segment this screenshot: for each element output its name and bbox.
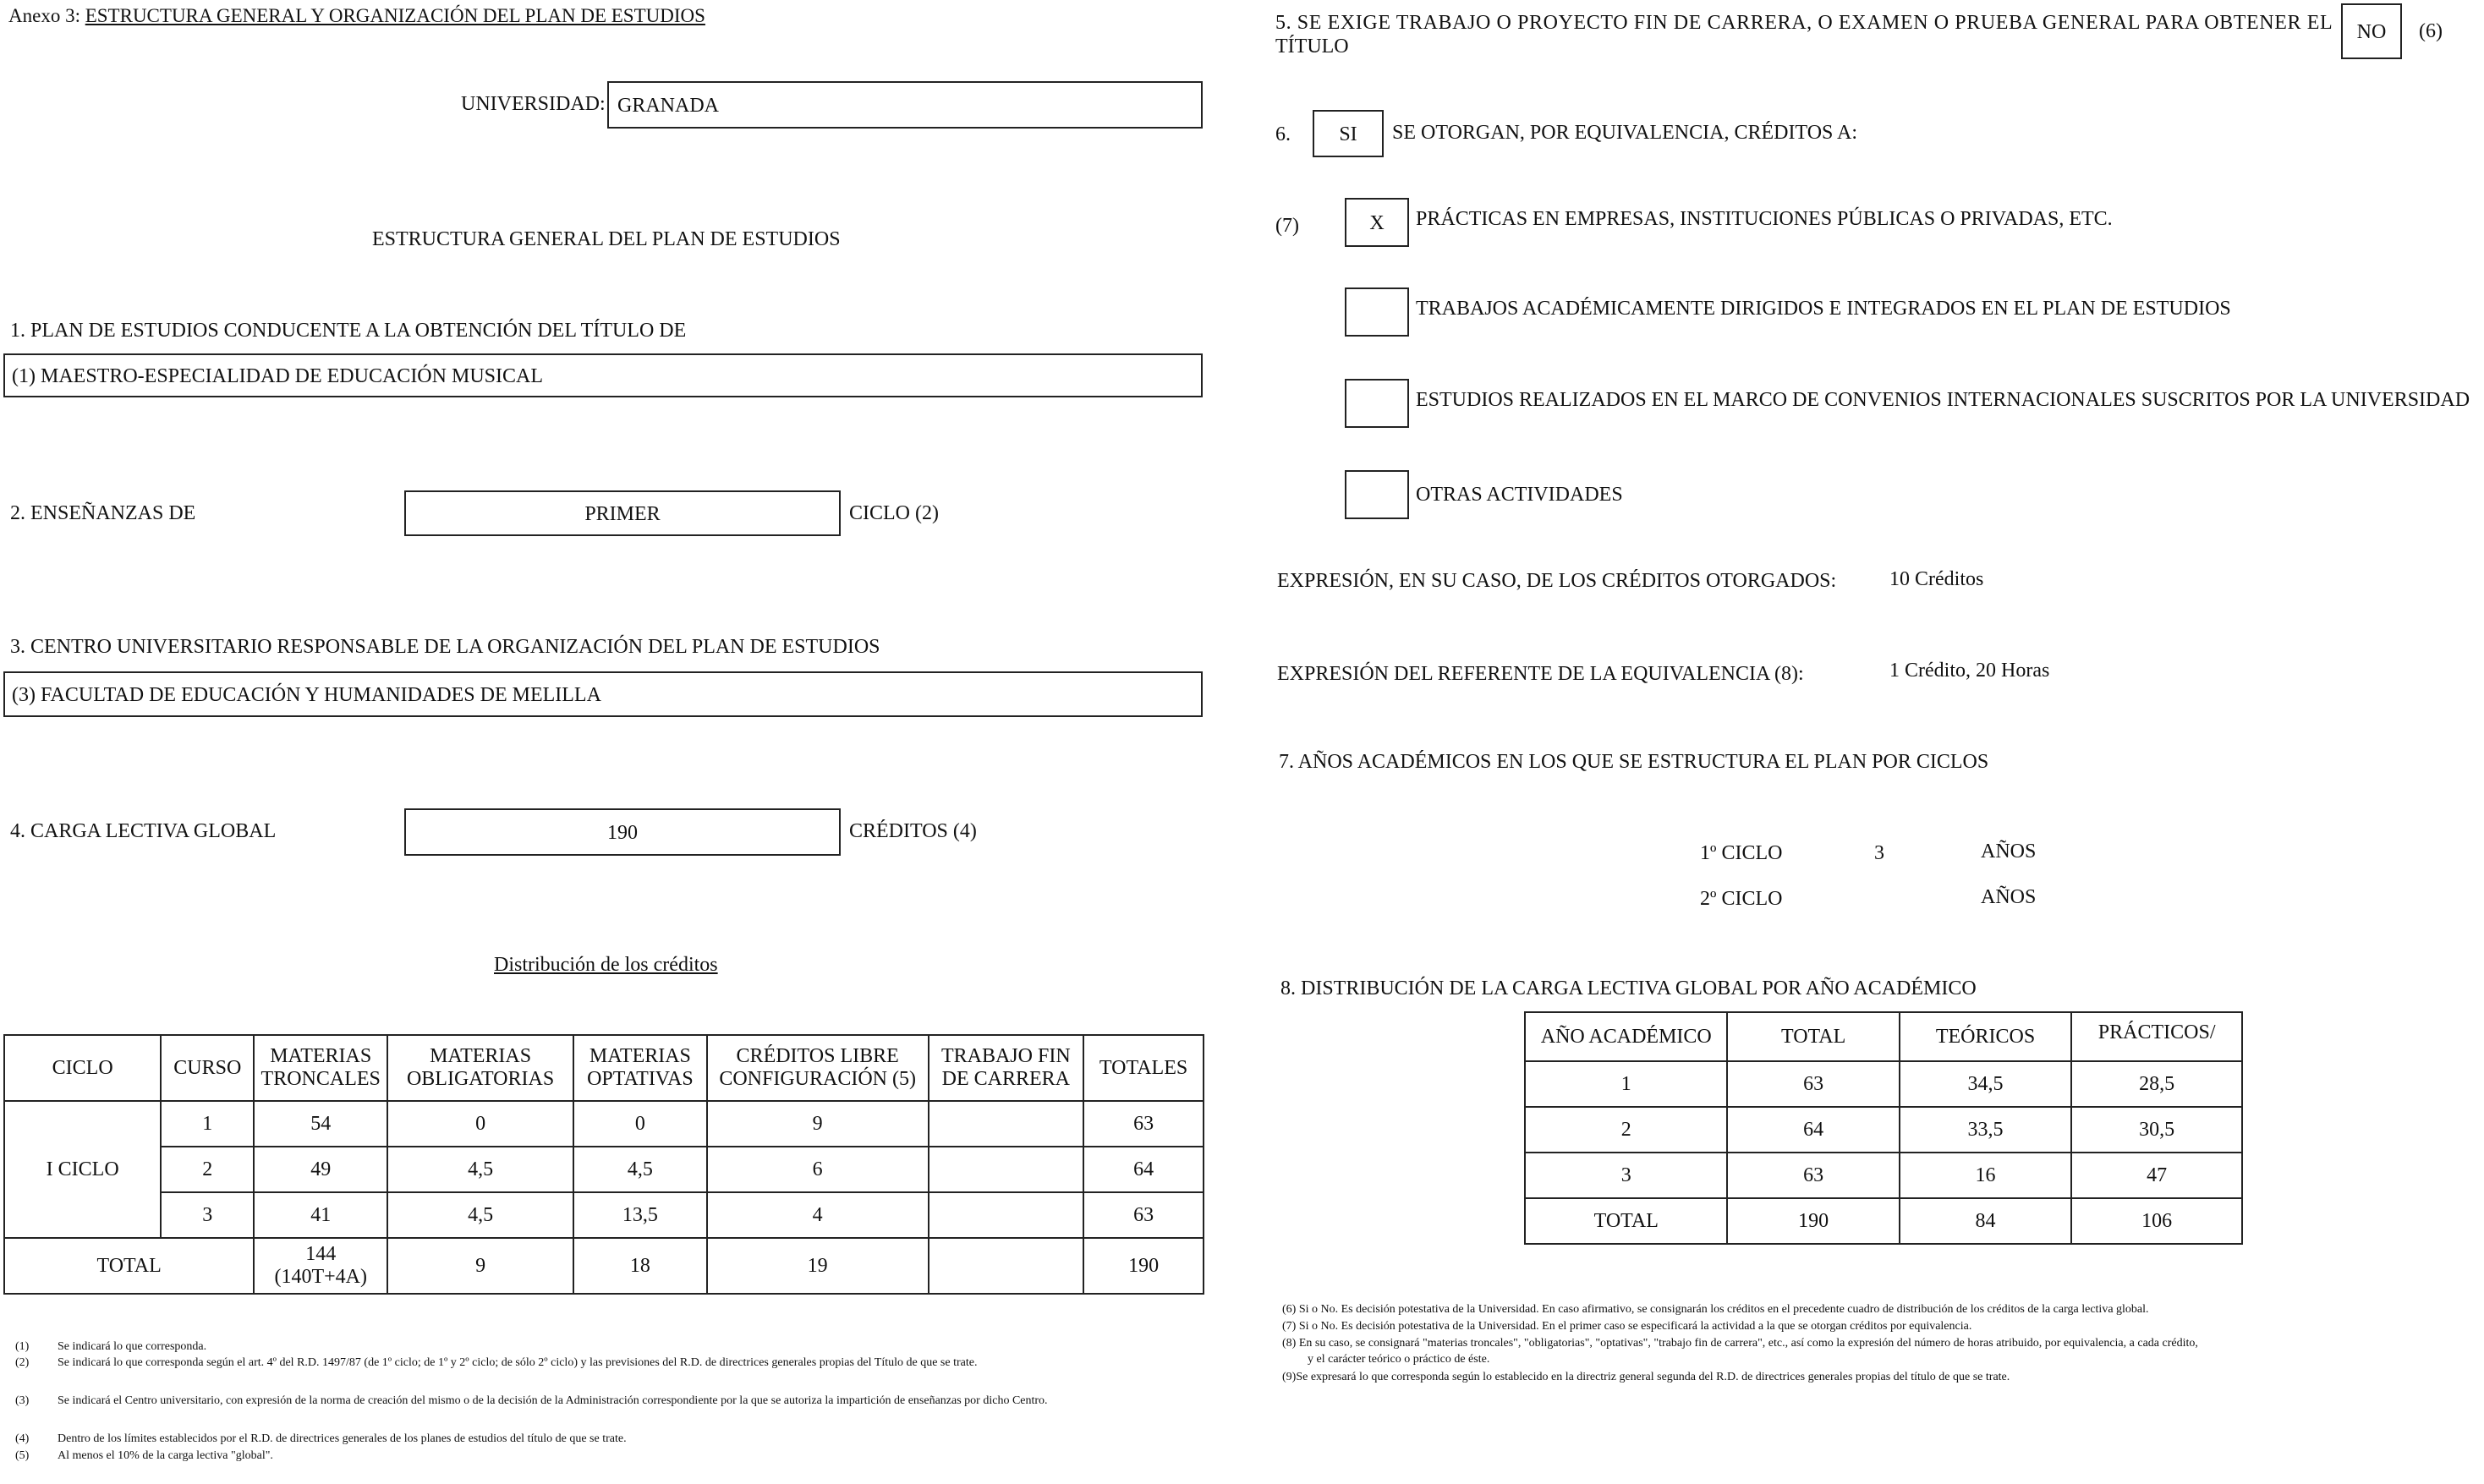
- year-cell: 1: [1525, 1061, 1727, 1107]
- university-center-field[interactable]: [3, 671, 1203, 717]
- ciclo-cell: I CICLO: [4, 1101, 161, 1238]
- annex-title: ESTRUCTURA GENERAL Y ORGANIZACIÓN DEL PLAN DE ESTUDIOS: [85, 5, 705, 26]
- header-year: AÑO ACADÉMICO: [1525, 1012, 1727, 1061]
- libre-cell: 6: [707, 1147, 929, 1192]
- option-checkbox-internships[interactable]: [1345, 198, 1409, 247]
- obligatorias-cell: 4,5: [387, 1147, 573, 1192]
- table-row: [4, 1147, 1204, 1192]
- credits-granted-value: 10 Créditos: [1889, 568, 1984, 590]
- table-header-row: [4, 1035, 1204, 1101]
- troncales-cell: 49: [254, 1147, 387, 1192]
- header-total: TOTAL: [1727, 1012, 1899, 1061]
- equivalence-note: (7): [1275, 215, 1299, 237]
- table-row: [4, 1101, 1204, 1147]
- header-trabajo-fin: TRABAJO FIN DE CARRERA: [929, 1035, 1084, 1101]
- final-project-required-field[interactable]: [2341, 3, 2402, 59]
- section1-label: 1. PLAN DE ESTUDIOS CONDUCENTE A LA OBTENCIÓN DEL TÍTULO DE: [10, 320, 687, 342]
- total-totales: 190: [1083, 1238, 1204, 1294]
- total-label: TOTAL: [4, 1238, 254, 1294]
- total-practicos: 106: [2071, 1198, 2242, 1244]
- total-obligatorias: 9: [387, 1238, 573, 1294]
- equivalence-credits-value: SI: [1339, 123, 1357, 145]
- libre-cell: 9: [707, 1101, 929, 1147]
- university-label: UNIVERSIDAD:: [461, 93, 606, 115]
- table-row: [1525, 1107, 2242, 1153]
- total-libre: 19: [707, 1238, 929, 1294]
- optativas-cell: 0: [573, 1101, 707, 1147]
- practicos-cell: 47: [2071, 1153, 2242, 1198]
- university-value: GRANADA: [617, 95, 719, 117]
- equivalence-referent-label: EXPRESIÓN DEL REFERENTE DE LA EQUIVALENCIA (8):: [1277, 663, 1804, 685]
- option-label-directed-work: TRABAJOS ACADÉMICAMENTE DIRIGIDOS E INTEGRADOS EN EL PLAN DE ESTUDIOS: [1416, 298, 2231, 320]
- total-cell: 64: [1727, 1107, 1899, 1153]
- header-totales: TOTALES: [1083, 1035, 1204, 1101]
- header-obligatorias: MATERIAS OBLIGATORIAS: [387, 1035, 573, 1101]
- section5-line2: TÍTULO: [1275, 36, 1349, 57]
- option-checkbox-other[interactable]: [1345, 470, 1409, 519]
- section7-label: 7. AÑOS ACADÉMICOS EN LOS QUE SE ESTRUCTURA EL PLAN POR CICLOS: [1279, 751, 1989, 773]
- yearly-total-row: [1525, 1198, 2242, 1244]
- section6-number: 6.: [1275, 123, 1291, 145]
- total-year-label: TOTAL: [1525, 1198, 1727, 1244]
- teoricos-cell: 33,5: [1900, 1107, 2072, 1153]
- total-total: 190: [1727, 1198, 1899, 1244]
- curso-cell: 2: [161, 1147, 254, 1192]
- year-cell: 3: [1525, 1153, 1727, 1198]
- table-row: [4, 1192, 1204, 1238]
- section2-suffix: CICLO (2): [849, 502, 939, 524]
- footnote-6: (6) Si o No. Es decisión potestativa de la Universidad. En caso afirmativo, se consignarán los créditos en el precedente cuadro de distribución de los créditos de la carga lectiva global.: [1282, 1303, 2149, 1316]
- section5-line1: 5. SE EXIGE TRABAJO O PROYECTO FIN DE CARRERA, O EXAMEN O PRUEBA GENERAL PARA OBTENER EL: [1275, 12, 2333, 34]
- option-checkbox-directed-work[interactable]: [1345, 287, 1409, 337]
- troncales-cell: 54: [254, 1101, 387, 1147]
- year-cell: 2: [1525, 1107, 1727, 1153]
- footnote-5: (5) Al menos el 10% de la carga lectiva "global".: [15, 1449, 273, 1462]
- totales-cell: 63: [1083, 1101, 1204, 1147]
- total-teoricos: 84: [1900, 1198, 2072, 1244]
- section2-label: 2. ENSEÑANZAS DE: [10, 502, 196, 524]
- option-checkbox-international[interactable]: [1345, 379, 1409, 428]
- total-cell: 63: [1727, 1153, 1899, 1198]
- curso-cell: 1: [161, 1101, 254, 1147]
- header-libre-configuracion: CRÉDITOS LIBRE CONFIGURACIÓN (5): [707, 1035, 929, 1101]
- header-curso: CURSO: [161, 1035, 254, 1101]
- footnote-4: (4) Dentro de los límites establecidos por el R.D. de directrices generales de los planes de estudios del título de que se trate.: [15, 1432, 627, 1445]
- yearly-load-table: [1524, 1011, 2243, 1245]
- section4-suffix: CRÉDITOS (4): [849, 820, 977, 842]
- option-label-international: ESTUDIOS REALIZADOS EN EL MARCO DE CONVENIOS INTERNACIONALES SUSCRITOS POR LA UNIVERSIDAD: [1416, 389, 2470, 411]
- yearly-header-row: [1525, 1012, 2242, 1061]
- university-center-value: (3) FACULTAD DE EDUCACIÓN Y HUMANIDADES DE MELILLA: [12, 684, 601, 706]
- table-row: [1525, 1153, 2242, 1198]
- distribution-title: Distribución de los créditos: [494, 954, 718, 976]
- header-practicos: PRÁCTICOS/: [2071, 1012, 2242, 1061]
- section8-label: 8. DISTRIBUCIÓN DE LA CARGA LECTIVA GLOBAL POR AÑO ACADÉMICO: [1280, 977, 1977, 999]
- annex-header: [8, 5, 705, 27]
- footnote-7: (7) Si o No. Es decisión potestativa de la Universidad. En el primer caso se especificará la actividad a la que se otorgan créditos por equivalencia.: [1282, 1320, 1972, 1333]
- header-troncales: MATERIAS TRONCALES: [254, 1035, 387, 1101]
- curso-cell: 3: [161, 1192, 254, 1238]
- section4-label: 4. CARGA LECTIVA GLOBAL: [10, 820, 277, 842]
- teoricos-cell: 34,5: [1900, 1061, 2072, 1107]
- footnote-9: (9)Se expresará lo que corresponda según lo establecido en la directriz general segunda del R.D. de directrices generales propias del título de que se trate.: [1282, 1371, 2010, 1383]
- practicos-cell: 30,5: [2071, 1107, 2242, 1153]
- teaching-cycle-field[interactable]: [404, 490, 841, 536]
- credit-distribution-table: [3, 1034, 1204, 1295]
- trabajo-cell: [929, 1101, 1084, 1147]
- section5-note: (6): [2419, 20, 2443, 42]
- troncales-cell: 41: [254, 1192, 387, 1238]
- cycle2-label: 2º CICLO: [1700, 888, 1783, 910]
- footnote-1: (1) Se indicará lo que corresponda.: [15, 1340, 207, 1353]
- footnote-3: (3) Se indicará el Centro universitario, con expresión de la norma de creación del mismo o de la decisión de la Administración correspondiente por la que se autoriza la impartición de enseñanzas por dicho Centro.: [15, 1394, 1048, 1407]
- header-optativas: MATERIAS OPTATIVAS: [573, 1035, 707, 1101]
- global-load-field[interactable]: [404, 808, 841, 856]
- cycle1-unit: AÑOS: [1981, 841, 2037, 862]
- total-cell: 63: [1727, 1061, 1899, 1107]
- structure-heading: ESTRUCTURA GENERAL DEL PLAN DE ESTUDIOS: [372, 228, 841, 250]
- university-field[interactable]: [607, 81, 1203, 129]
- practicos-cell: 28,5: [2071, 1061, 2242, 1107]
- libre-cell: 4: [707, 1192, 929, 1238]
- total-troncales: 144 (140T+4A): [254, 1238, 387, 1294]
- header-ciclo: CICLO: [4, 1035, 161, 1101]
- final-project-required-value: NO: [2356, 21, 2387, 43]
- equivalence-credits-field[interactable]: [1313, 110, 1384, 157]
- global-load-value: 190: [607, 822, 638, 844]
- option-mark-internships: X: [1369, 212, 1385, 234]
- footnote-8-cont: y el carácter teórico o práctico de éste.: [1308, 1353, 1490, 1366]
- table-total-row: [4, 1238, 1204, 1294]
- cycle1-years: 3: [1874, 842, 1884, 864]
- footnote-2: (2) Se indicará lo que corresponda según el art. 4º del R.D. 1497/87 (de 1º ciclo; de 1º y 2º ciclo; de sólo 2º ciclo) y las previsiones del R.D. de directrices generales propias del Título de que se trate.: [15, 1356, 978, 1369]
- option-label-other: OTRAS ACTIVIDADES: [1416, 484, 1623, 506]
- header-teoricos: TEÓRICOS: [1900, 1012, 2072, 1061]
- footnote-8: (8) En su caso, se consignará "materias troncales", "obligatorias", "optativas", "trabajo fin de carrera", etc., así como la expresión del número de horas atribuido, por equivalencia, a cada crédito,: [1282, 1337, 2198, 1350]
- degree-title-field[interactable]: [3, 353, 1203, 397]
- trabajo-cell: [929, 1192, 1084, 1238]
- degree-title-value: (1) MAESTRO-ESPECIALIDAD DE EDUCACIÓN MUSICAL: [12, 365, 543, 387]
- trabajo-cell: [929, 1147, 1084, 1192]
- equivalence-referent-value: 1 Crédito, 20 Horas: [1889, 660, 2050, 682]
- totales-cell: 64: [1083, 1147, 1204, 1192]
- optativas-cell: 4,5: [573, 1147, 707, 1192]
- cycle2-unit: AÑOS: [1981, 886, 2037, 908]
- table-row: [1525, 1061, 2242, 1107]
- credits-granted-label: EXPRESIÓN, EN SU CASO, DE LOS CRÉDITOS OTORGADOS:: [1277, 570, 1837, 592]
- teoricos-cell: 16: [1900, 1153, 2072, 1198]
- obligatorias-cell: 0: [387, 1101, 573, 1147]
- total-optativas: 18: [573, 1238, 707, 1294]
- optativas-cell: 13,5: [573, 1192, 707, 1238]
- option-label-internships: PRÁCTICAS EN EMPRESAS, INSTITUCIONES PÚBLICAS O PRIVADAS, ETC.: [1416, 208, 2113, 230]
- total-trabajo: [929, 1238, 1084, 1294]
- teaching-cycle-value: PRIMER: [584, 503, 661, 525]
- cycle1-label: 1º CICLO: [1700, 842, 1783, 864]
- section6-label: SE OTORGAN, POR EQUIVALENCIA, CRÉDITOS A:: [1392, 122, 1858, 144]
- totales-cell: 63: [1083, 1192, 1204, 1238]
- annex-label: Anexo 3:: [8, 5, 80, 26]
- obligatorias-cell: 4,5: [387, 1192, 573, 1238]
- section3-label: 3. CENTRO UNIVERSITARIO RESPONSABLE DE LA ORGANIZACIÓN DEL PLAN DE ESTUDIOS: [10, 636, 880, 658]
